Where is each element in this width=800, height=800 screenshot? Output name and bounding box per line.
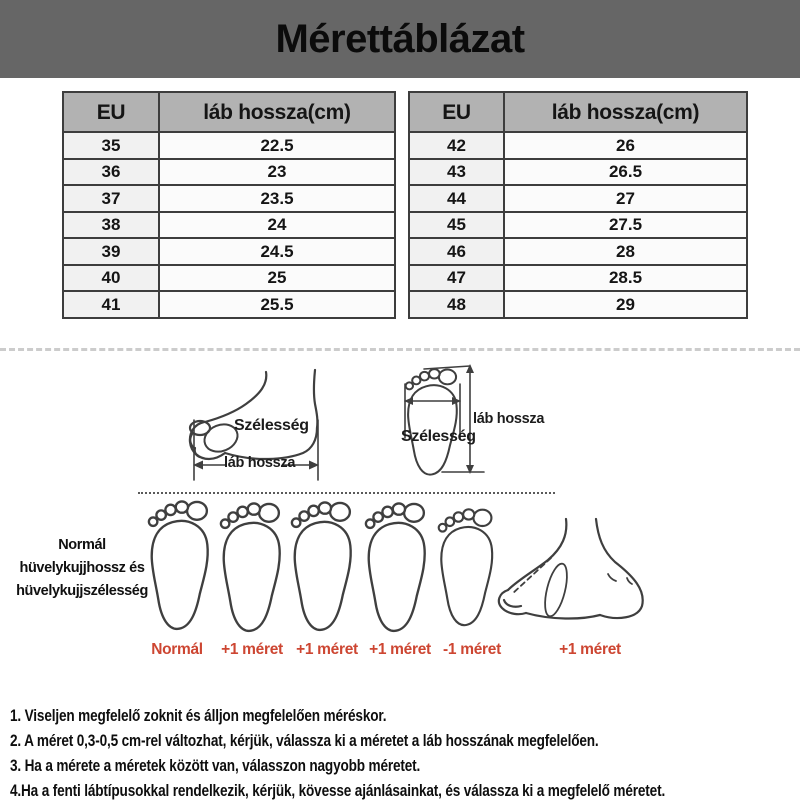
eu-size-cell: 37	[63, 185, 159, 212]
eu-size-cell: 39	[63, 238, 159, 265]
table-row	[409, 132, 747, 159]
foot-length-cell: 29	[504, 291, 747, 318]
footprint-icon	[147, 496, 213, 636]
table-row	[409, 159, 747, 186]
side-foot-icon	[496, 517, 656, 629]
eu-size-cell: 45	[409, 212, 504, 239]
foot-length-cell: 26.5	[504, 159, 747, 186]
foot-length-cell: 23	[159, 159, 395, 186]
title-banner	[0, 0, 800, 78]
footprint-icon	[290, 497, 356, 637]
instruction-line: 4.Ha a fenti lábtípusokkal rendelkezik, kérjük, kövesse ajánlásainkat, és válassza ki a megfelelő méretet.	[10, 781, 666, 800]
column-header-eu: EU	[409, 92, 504, 132]
note-line: hüvelykujjszélesség	[16, 583, 148, 599]
table-body	[409, 132, 747, 318]
eu-size-cell: 41	[63, 291, 159, 318]
footprint-plus1-c	[364, 498, 430, 638]
table-row	[409, 265, 747, 292]
footprint-normal	[147, 496, 213, 636]
eu-size-cell: 43	[409, 159, 504, 186]
table-row	[409, 238, 747, 265]
eu-size-cell: 36	[63, 159, 159, 186]
high-instep-foot	[496, 517, 656, 629]
eu-size-cell: 38	[63, 212, 159, 239]
footprint-icon	[364, 498, 430, 638]
foot-length-cell: 27	[504, 185, 747, 212]
footprint-icon	[437, 500, 497, 636]
note-line: hüvelykujjhossz és	[19, 560, 145, 576]
instruction-line: 1. Viseljen megfelelő zoknit és álljon megfelelően méréskor.	[10, 706, 387, 725]
table-row	[409, 212, 747, 239]
table-header-row	[63, 92, 395, 132]
table-row	[63, 185, 395, 212]
table-row	[63, 212, 395, 239]
foot-length-cell: 24	[159, 212, 395, 239]
foot-length-cell: 22.5	[159, 132, 395, 159]
eu-size-cell: 42	[409, 132, 504, 159]
foot-type-label: Normál	[151, 641, 203, 658]
foot-length-cell: 23.5	[159, 185, 395, 212]
footprint-plus1-b	[290, 497, 356, 637]
column-header-foot-length: láb hossza(cm)	[504, 92, 747, 132]
size-table-eu-42-48	[408, 91, 748, 319]
alignment-dotted-line	[138, 492, 555, 494]
table-row	[63, 265, 395, 292]
instruction-line: 3. Ha a mérete a méretek között van, válasszon nagyobb méretet.	[10, 756, 421, 775]
foot-type-label: +1 méret	[369, 641, 431, 658]
foot-length-cell: 28.5	[504, 265, 747, 292]
section-divider	[0, 348, 800, 351]
top-view-width-label: Szélesség	[401, 428, 476, 445]
table-row	[63, 159, 395, 186]
size-table-eu-35-41	[62, 91, 396, 319]
column-header-eu: EU	[63, 92, 159, 132]
eu-size-cell: 44	[409, 185, 504, 212]
table-row	[409, 185, 747, 212]
side-view-width-label: Szélesség	[234, 417, 309, 434]
page-title: Mérettáblázat	[275, 16, 525, 61]
foot-type-label: -1 méret	[443, 641, 501, 658]
side-view-length-label: láb hossza	[224, 455, 296, 471]
column-header-foot-length: láb hossza(cm)	[159, 92, 395, 132]
eu-size-cell: 48	[409, 291, 504, 318]
foot-length-cell: 25.5	[159, 291, 395, 318]
foot-length-cell: 28	[504, 238, 747, 265]
foot-type-label: +1 méret	[559, 641, 621, 658]
instructions-block	[10, 703, 798, 800]
table-row	[409, 291, 747, 318]
foot-length-cell: 26	[504, 132, 747, 159]
top-view-length-label: láb hossza	[473, 411, 545, 427]
table-row	[63, 291, 395, 318]
normal-toe-note	[6, 534, 158, 603]
eu-size-cell: 46	[409, 238, 504, 265]
eu-size-cell: 40	[63, 265, 159, 292]
table-row	[63, 238, 395, 265]
footprint-plus1-a	[219, 498, 285, 638]
foot-type-label: +1 méret	[221, 641, 283, 658]
eu-size-cell: 35	[63, 132, 159, 159]
foot-length-cell: 24.5	[159, 238, 395, 265]
eu-size-cell: 47	[409, 265, 504, 292]
instruction-line: 2. A méret 0,3-0,5 cm-rel változhat, kérjük, válassza ki a méretet a láb hosszának megfelelően.	[10, 731, 599, 750]
foot-length-cell: 27.5	[504, 212, 747, 239]
note-line: Normál	[58, 537, 106, 553]
footprint-icon	[219, 498, 285, 638]
foot-length-cell: 25	[159, 265, 395, 292]
footprint-minus1	[437, 500, 497, 636]
table-header-row	[409, 92, 747, 132]
table-body	[63, 132, 395, 318]
foot-type-label: +1 méret	[296, 641, 358, 658]
table-row	[63, 132, 395, 159]
